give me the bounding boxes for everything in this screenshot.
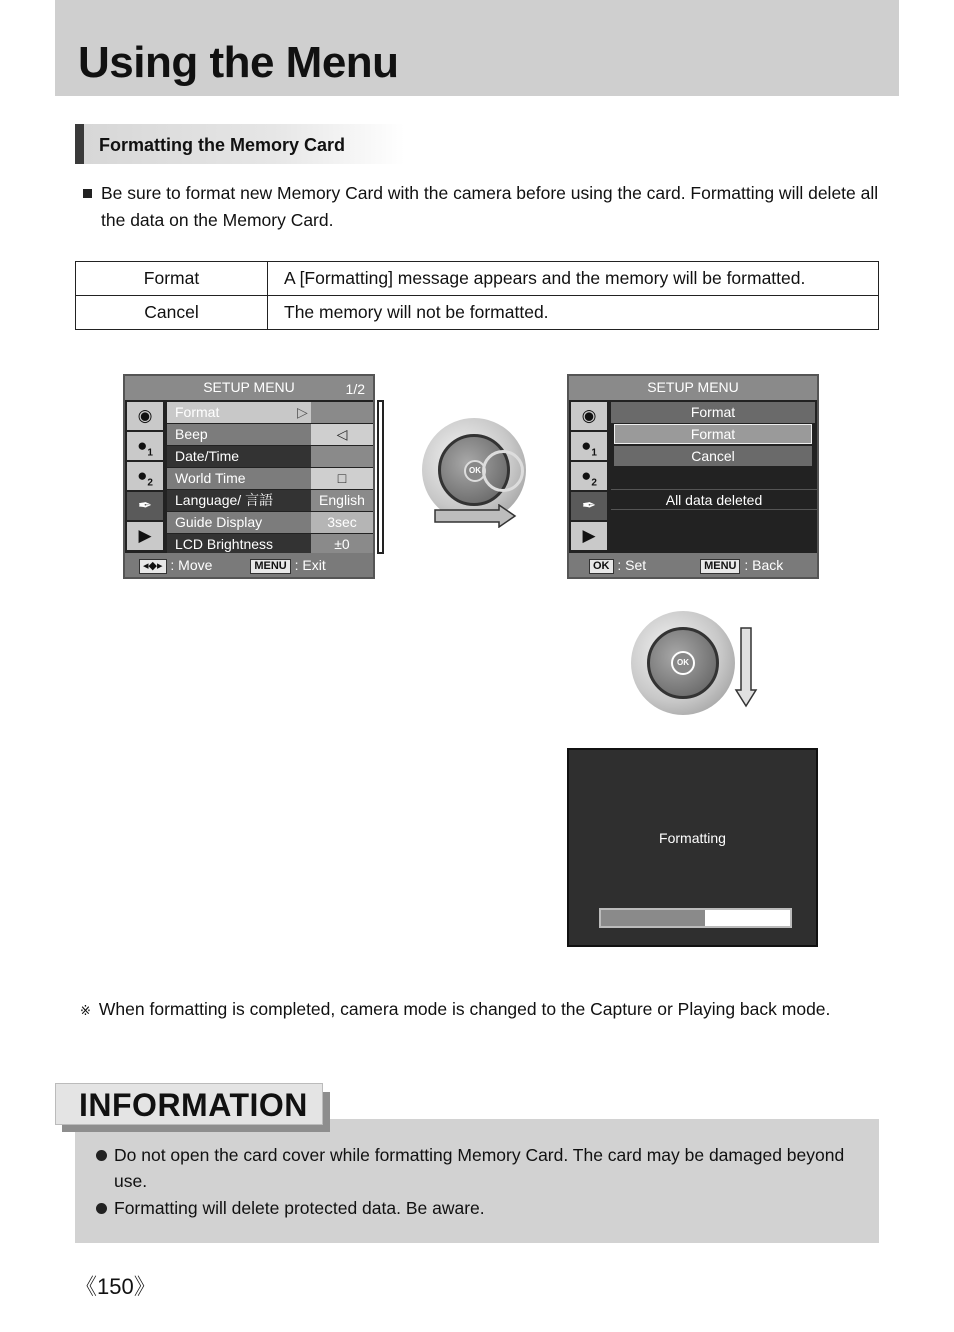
ok-key-icon: OK bbox=[589, 559, 614, 574]
bullet-icon bbox=[96, 1150, 107, 1161]
page-title: Using the Menu bbox=[78, 38, 399, 87]
page-indicator: 1/2 bbox=[345, 381, 365, 397]
status-message: All data deleted bbox=[611, 489, 817, 510]
info-item-text: Formatting will delete protected data. Be aware. bbox=[114, 1198, 485, 1218]
checkbox-icon: □ bbox=[311, 468, 373, 489]
footer-move-label: : Move bbox=[170, 557, 213, 573]
highlight-circle bbox=[482, 450, 524, 492]
menu-item-value: English bbox=[311, 490, 373, 511]
note-text: When formatting is completed, camera mode is changed to the Capture or Playing back mode. bbox=[98, 999, 831, 1019]
wrench-icon[interactable]: ✒ bbox=[571, 492, 607, 520]
footer-exit-label: : Exit bbox=[294, 557, 326, 573]
menu-key-icon: MENU bbox=[700, 559, 740, 574]
formatting-message: Formatting bbox=[659, 830, 726, 846]
menu-item-label: Language/ 言語 bbox=[175, 492, 274, 508]
section-marker bbox=[75, 124, 84, 164]
option-description: A [Formatting] message appears and the memory will be formatted. bbox=[268, 262, 879, 296]
menu-item-guide-display[interactable] bbox=[167, 512, 373, 533]
option-description: The memory will not be formatted. bbox=[268, 296, 879, 330]
menu-item-value: ±0 bbox=[311, 534, 373, 555]
table-row bbox=[76, 296, 879, 330]
menu-item-label: LCD Brightness bbox=[175, 536, 274, 552]
screen-header-title: SETUP MENU bbox=[203, 379, 295, 395]
arrow-down-icon bbox=[734, 626, 758, 708]
note bbox=[80, 999, 830, 1020]
chevron-right-icon: ▷ bbox=[297, 404, 308, 420]
footer-back-label: : Back bbox=[744, 557, 784, 573]
format-confirm-screen bbox=[567, 374, 819, 579]
menu-key-icon: MENU bbox=[250, 559, 290, 574]
list-item bbox=[96, 1142, 856, 1194]
submenu-title: Format bbox=[611, 402, 815, 423]
bullet-icon bbox=[96, 1203, 107, 1214]
information-title: INFORMATION bbox=[79, 1087, 308, 1123]
submenu-option-format[interactable]: Format bbox=[614, 424, 812, 444]
menu-item-world-time[interactable] bbox=[167, 468, 373, 489]
wrench-icon[interactable]: ✒ bbox=[127, 492, 163, 520]
camera-icon[interactable]: ◉ bbox=[127, 402, 163, 430]
mode-icon-column bbox=[571, 402, 609, 552]
menu-item-format[interactable] bbox=[167, 402, 373, 423]
list-item bbox=[96, 1195, 856, 1221]
page-number: 《150》 bbox=[75, 1274, 156, 1299]
menu-item-label: World Time bbox=[175, 470, 246, 486]
menu-item-label: Format bbox=[175, 404, 220, 420]
speaker-icon: ◁ bbox=[311, 424, 373, 445]
progress-bar bbox=[599, 908, 792, 928]
info-item-text: Do not open the card cover while formatting Memory Card. The card may be damaged beyond use. bbox=[114, 1145, 845, 1191]
menu-item-language[interactable] bbox=[167, 490, 373, 511]
screen-header bbox=[125, 376, 373, 400]
section-heading-text: Formatting the Memory Card bbox=[99, 135, 346, 155]
move-key-icon: ◂◆▸ bbox=[139, 559, 167, 574]
camera-icon[interactable]: ◉ bbox=[571, 402, 607, 430]
option-name: Format bbox=[76, 262, 268, 296]
progress-fill bbox=[601, 910, 705, 926]
ok-button-icon: OK bbox=[671, 651, 695, 675]
menu-item-value bbox=[311, 446, 373, 467]
control-dial bbox=[631, 611, 735, 715]
screen-footer bbox=[125, 553, 373, 577]
menu-item-label: Beep bbox=[175, 426, 208, 442]
intro-bullet bbox=[83, 180, 883, 234]
mode-icon-column bbox=[127, 402, 165, 552]
user2-icon[interactable]: $●_2$ bbox=[127, 462, 163, 490]
menu-item-label: Guide Display bbox=[175, 514, 263, 530]
menu-item-lcd-brightness[interactable] bbox=[167, 534, 373, 555]
section-heading bbox=[75, 124, 405, 164]
screen-footer bbox=[569, 553, 817, 577]
play-icon[interactable]: ▶ bbox=[127, 522, 163, 550]
menu-item-value bbox=[311, 402, 373, 423]
table-row bbox=[76, 262, 879, 296]
information-list bbox=[96, 1142, 856, 1222]
screen-header bbox=[569, 376, 817, 400]
menu-item-beep[interactable] bbox=[167, 424, 373, 445]
menu-item-value: 3sec bbox=[311, 512, 373, 533]
formatting-screen bbox=[567, 748, 818, 947]
options-table bbox=[75, 261, 879, 330]
arrow-right-icon bbox=[433, 504, 517, 528]
menu-item-date-time[interactable] bbox=[167, 446, 373, 467]
square-bullet-icon bbox=[83, 189, 92, 198]
option-name: Cancel bbox=[76, 296, 268, 330]
information-tab bbox=[55, 1083, 323, 1125]
intro-bullet-text: Be sure to format new Memory Card with the camera before using the card. Formatting will delete all the data on the Memory Card. bbox=[101, 183, 879, 230]
note-mark-icon: ※ bbox=[80, 1003, 91, 1018]
user2-icon[interactable]: $●_2$ bbox=[571, 462, 607, 490]
ok-button-icon: OK bbox=[464, 460, 486, 482]
play-icon[interactable]: ▶ bbox=[571, 522, 607, 550]
scrollbar[interactable] bbox=[377, 400, 384, 554]
submenu-option-cancel[interactable]: Cancel bbox=[614, 446, 812, 466]
menu-item-label: Date/Time bbox=[175, 448, 240, 464]
user1-icon[interactable]: $●_1$ bbox=[127, 432, 163, 460]
setup-menu-screen bbox=[123, 374, 375, 579]
screen-header-title: SETUP MENU bbox=[647, 379, 739, 395]
user1-icon[interactable]: $●_1$ bbox=[571, 432, 607, 460]
footer-set-label: : Set bbox=[617, 557, 647, 573]
